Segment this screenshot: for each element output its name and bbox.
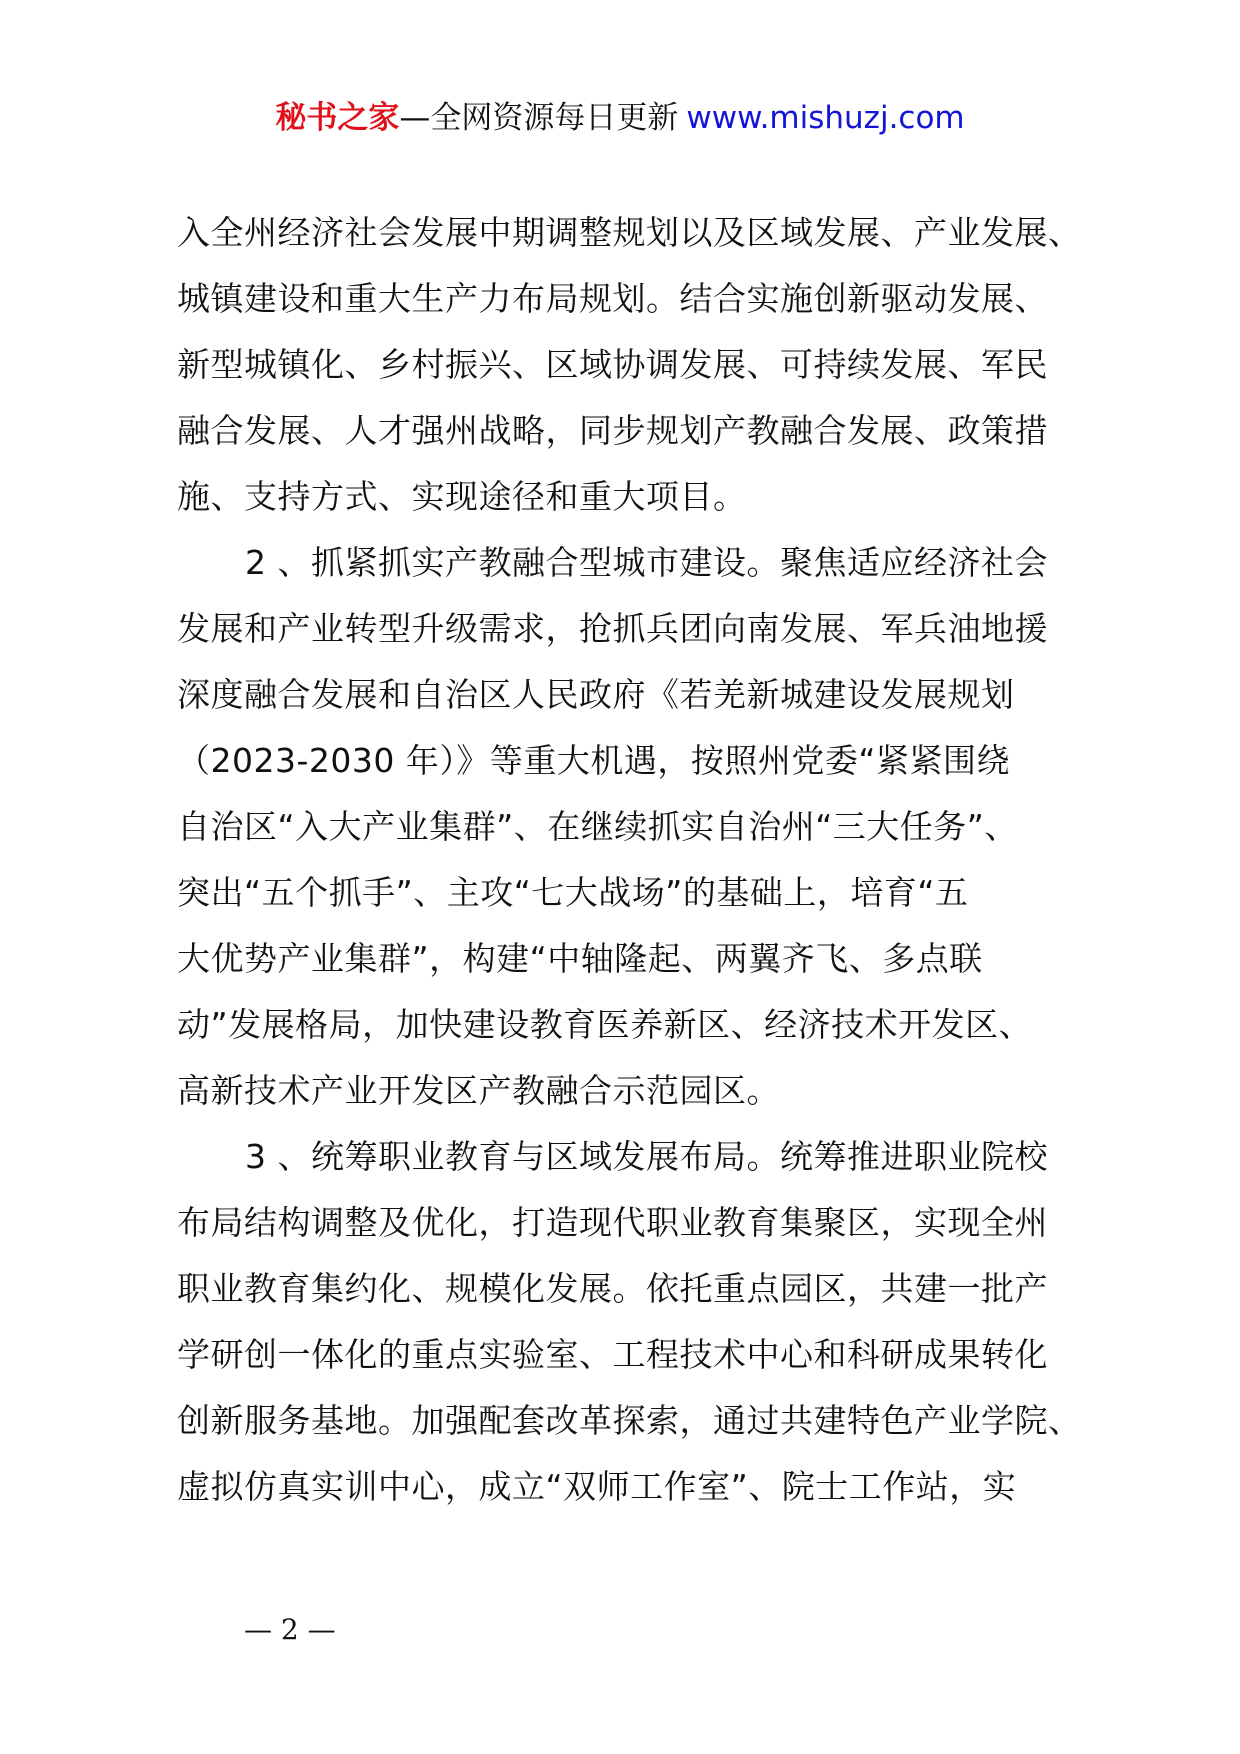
body-line: （2023-2030 年）》等重大机遇，按照州党委“紧紧围绕 [177,741,1010,780]
header-tagline: —全网资源每日更新 [399,100,679,136]
body-line: 入全州经济社会发展中期调整规划以及区域发展、产业发展、 [177,213,1082,252]
body-line: 学研创一体化的重点实验室、工程技术中心和科研成果转化 [177,1335,1048,1374]
page-number: — 2 — [244,1613,336,1646]
body-line: 创新服务基地。加强配套改革探索，通过共建特色产业学院、 [177,1401,1082,1440]
body-line: 深度融合发展和自治区人民政府《若羌新城建设发展规划 [177,675,1015,714]
paragraph-2-start: 2 、抓紧抓实产教融合型城市建设。聚焦适应经济社会 [245,543,1048,582]
body-line: 职业教育集约化、规模化发展。依托重点园区，共建一批产 [177,1269,1048,1308]
body-line: 布局结构调整及优化，打造现代职业教育集聚区，实现全州 [177,1203,1048,1242]
body-line: 动”发展格局，加快建设教育医养新区、经济技术开发区、 [177,1005,1033,1044]
body-line: 施、支持方式、实现途径和重大项目。 [177,477,747,516]
body-line: 大优势产业集群”，构建“中轴隆起、两翼齐飞、多点联 [177,939,983,978]
body-line: 发展和产业转型升级需求，抢抓兵团向南发展、军兵油地援 [177,609,1048,648]
body-line: 城镇建设和重大生产力布局规划。结合实施创新驱动发展、 [177,279,1048,318]
site-header [0,98,1240,138]
body-line: 突出“五个抓手”、主攻“七大战场”的基础上，培育“五 [177,873,969,912]
document-body [177,200,1102,1520]
paragraph-3-start: 3 、统筹职业教育与区域发展布局。统筹推进职业院校 [245,1137,1048,1176]
body-line: 高新技术产业开发区产教融合示范园区。 [177,1071,780,1110]
body-line: 新型城镇化、乡村振兴、区域协调发展、可持续发展、军民 [177,345,1048,384]
body-line: 融合发展、人才强州战略，同步规划产教融合发展、政策措 [177,411,1048,450]
body-line: 自治区“入大产业集群”、在继续抓实自治州“三大任务”、 [177,807,1018,846]
body-line: 虚拟仿真实训中心，成立“双师工作室”、院士工作站，实 [177,1467,1017,1506]
brand-name: 秘书之家 [275,100,400,136]
site-url-link[interactable]: www.mishuzj.com [686,100,965,136]
